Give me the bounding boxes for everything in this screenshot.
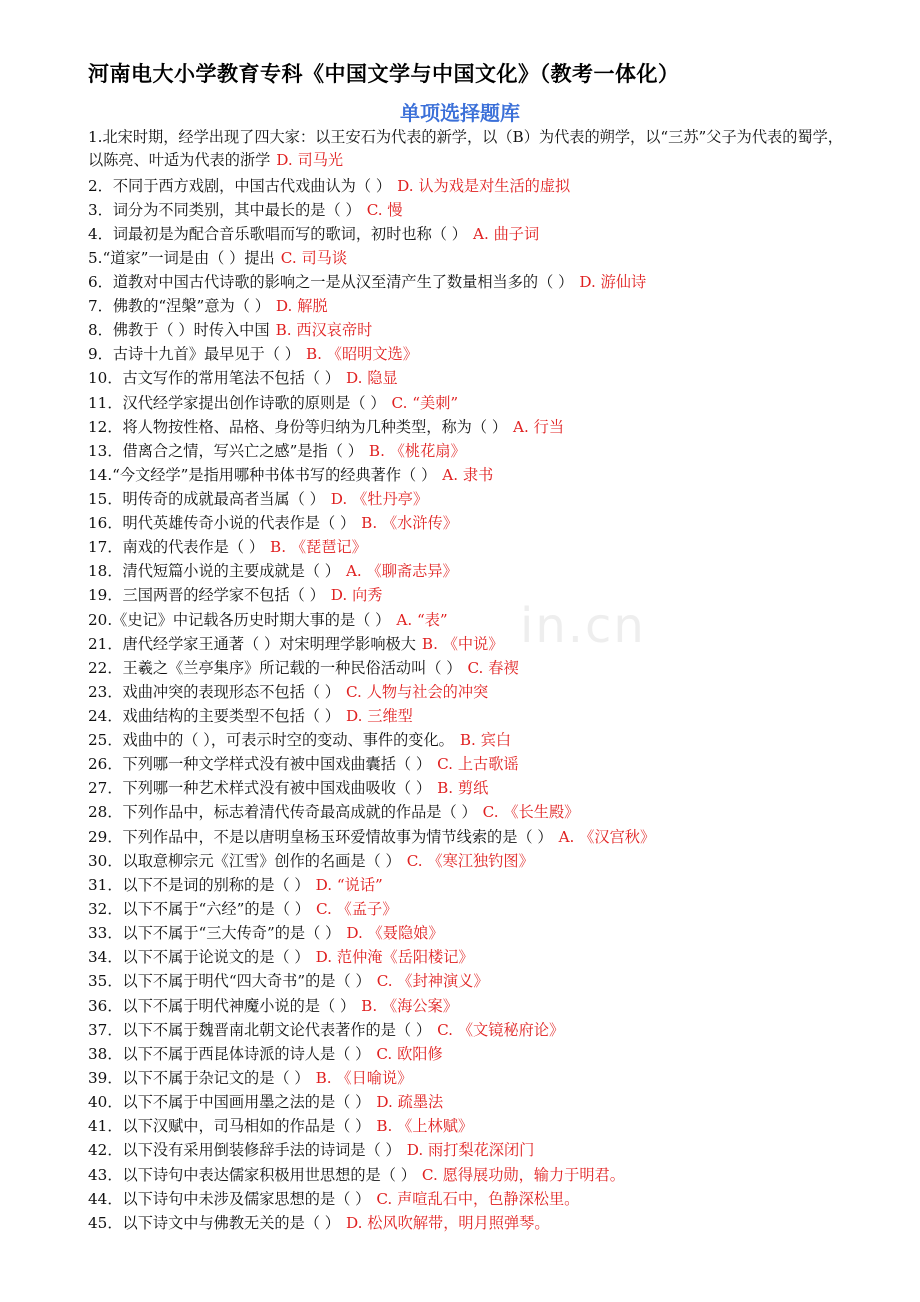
question-item: [88, 632, 848, 656]
question-item: [88, 752, 848, 776]
question-item: [88, 318, 848, 342]
question-text: 7．佛教的“涅槃”意为（ ）: [88, 297, 270, 315]
question-text: 33．以下不属于“三大传奇”的是（ ）: [88, 924, 341, 942]
question-text: 31．以下不是词的别称的是（ ）: [88, 876, 310, 894]
question-item: [88, 126, 848, 172]
answer-text: B. 《桃花扇》: [368, 442, 466, 460]
question-item: [88, 294, 848, 318]
question-item: [88, 559, 848, 583]
answer-text: D. 司马光: [276, 151, 344, 169]
question-item: [88, 1138, 848, 1162]
question-item: [88, 680, 848, 704]
answer-text: B. 《昭明文选》: [305, 345, 418, 363]
question-item: [88, 1211, 848, 1235]
question-text: 38．以下不属于西昆体诗派的诗人是（ ）: [88, 1045, 371, 1063]
question-text: 17．南戏的代表作是（ ）: [88, 538, 265, 556]
answer-text: D. 雨打梨花深闭门: [406, 1141, 535, 1159]
question-item: [88, 849, 848, 873]
question-text: 30．以取意柳宗元《江雪》创作的名画是（ ）: [88, 852, 401, 870]
answer-text: B. 《琵琶记》: [270, 538, 367, 556]
question-item: [88, 994, 848, 1018]
question-text: 24．戏曲结构的主要类型不包括（ ）: [88, 707, 340, 725]
answer-text: A. 隶书: [442, 466, 494, 484]
question-text: 43．以下诗句中表达儒家积极用世思想的是（ ）: [88, 1166, 416, 1184]
question-text: 34．以下不属于论说文的是（ ）: [88, 948, 310, 966]
answer-text: D. 疏墨法: [376, 1093, 444, 1111]
answer-text: C. 《文镜秘府论》: [437, 1021, 565, 1039]
question-text: 35．以下不属于明代“四大奇书”的是（ ）: [88, 972, 371, 990]
answer-text: C. 《寒江独钓图》: [406, 852, 534, 870]
question-item: [88, 1114, 848, 1138]
question-text: 36．以下不属于明代神魔小说的是（ ）: [88, 997, 356, 1015]
question-text: 20.《史记》中记载各历史时期大事的是（ ）: [88, 611, 391, 629]
question-item: [88, 825, 848, 849]
answer-text: D. 三维型: [345, 707, 413, 725]
answer-text: B. 宾白: [459, 731, 512, 749]
question-text: 6．道教对中国古代诗歌的影响之一是从汉至清产生了数量相当多的（ ）: [88, 273, 574, 291]
question-text: 42．以下没有采用倒装修辞手法的诗词是（ ）: [88, 1141, 401, 1159]
answer-text: B. 《日喻说》: [315, 1069, 413, 1087]
document-subtitle: 单项选择题库: [400, 101, 520, 125]
question-text: 22．王羲之《兰亭集序》所记载的一种民俗活动叫（ ）: [88, 659, 462, 677]
question-item: [88, 270, 848, 294]
question-item: [88, 487, 848, 511]
question-item: [88, 511, 848, 535]
answer-text: C. 人物与社会的冲突: [345, 683, 489, 701]
question-item: [88, 728, 848, 752]
question-item: [88, 463, 848, 487]
answer-text: D. 隐显: [345, 369, 398, 387]
answer-text: C. 《封神演义》: [376, 972, 489, 990]
question-item: [88, 366, 848, 390]
answer-text: C. 《孟子》: [315, 900, 398, 918]
answer-text: A. 《汉宫秋》: [558, 828, 656, 846]
question-item: [88, 704, 848, 728]
answer-text: B. 剪纸: [437, 779, 489, 797]
question-item: [88, 222, 848, 246]
answer-text: A. “表”: [396, 611, 448, 629]
question-item: [88, 969, 848, 993]
question-text: 44．以下诗句中未涉及儒家思想的是（ ）: [88, 1190, 371, 1208]
question-item: [88, 174, 848, 198]
question-text: 4．词最初是为配合音乐歌唱而写的歌词，初时也称（ ）: [88, 225, 467, 243]
answer-text: C. 春禊: [467, 659, 519, 677]
answer-text: C. 慢: [366, 201, 403, 219]
question-text: 29．下列作品中，不是以唐明皇杨玉环爱情故事为情节线索的是（ ）: [88, 828, 553, 846]
question-text: 41．以下汉赋中，司马相如的作品是（ ）: [88, 1117, 371, 1135]
question-item: [88, 1187, 848, 1211]
question-text: 32．以下不属于“六经”的是（ ）: [88, 900, 310, 918]
answer-text: C. 愿得展功勋，输力于明君。: [421, 1166, 625, 1184]
answer-text: B. 《海公案》: [361, 997, 458, 1015]
question-text: 45．以下诗文中与佛教无关的是（ ）: [88, 1214, 340, 1232]
answer-text: D. 范仲淹《岳阳楼记》: [315, 948, 474, 966]
answer-text: C. 司马谈: [280, 249, 348, 267]
answer-text: B. 《上林赋》: [376, 1117, 474, 1135]
question-item: [88, 439, 848, 463]
question-item: [88, 656, 848, 680]
question-text: 26．下列哪一种文学样式没有被中国戏曲囊括（ ）: [88, 755, 432, 773]
answer-text: C. “美刺”: [391, 394, 459, 412]
answer-text: D. 认为戏是对生活的虚拟: [397, 177, 571, 195]
question-text: 25．戏曲中的（ ），可表示时空的变动、事件的变化。: [88, 731, 454, 749]
question-item: [88, 945, 848, 969]
answer-text: A. 行当: [513, 418, 565, 436]
question-text: 13．借离合之情，写兴亡之感”是指（ ）: [88, 442, 363, 460]
question-text: 28．下列作品中，标志着清代传奇最高成就的作品是（ ）: [88, 803, 477, 821]
question-text: 21．唐代经学家王通著（ ）对宋明理学影响极大: [88, 635, 416, 653]
question-text: 15．明传奇的成就最高者当属（ ）: [88, 490, 325, 508]
question-item: [88, 583, 848, 607]
question-text: 10．古文写作的常用笔法不包括（ ）: [88, 369, 340, 387]
question-item: [88, 921, 848, 945]
question-item: [88, 1018, 848, 1042]
answer-text: D. 向秀: [330, 586, 383, 604]
answer-text: C. 欧阳修: [376, 1045, 443, 1063]
answer-text: B. 西汉哀帝时: [275, 321, 373, 339]
answer-text: C. 声喧乱石中，色静深松里。: [376, 1190, 580, 1208]
question-item: [88, 198, 848, 222]
question-text: 8．佛教于（ ）时传入中国: [88, 321, 270, 339]
question-item: [88, 415, 848, 439]
question-item: [88, 800, 848, 824]
question-text: 37．以下不属于魏晋南北朝文论代表著作的是（ ）: [88, 1021, 432, 1039]
question-item: [88, 342, 848, 366]
answer-text: D. “说话”: [315, 876, 383, 894]
question-item: [88, 1066, 848, 1090]
question-text: 5.“道家”一词是由（ ）提出: [88, 249, 275, 267]
question-item: [88, 391, 848, 415]
question-item: [88, 535, 848, 559]
question-text: 16．明代英雄传奇小说的代表作是（ ）: [88, 514, 356, 532]
question-item: [88, 608, 848, 632]
answer-text: B. 《中说》: [421, 635, 504, 653]
answer-text: D. 松风吹解带，明月照弹琴。: [345, 1214, 550, 1232]
answer-text: C. 上古歌谣: [437, 755, 519, 773]
question-item: [88, 1163, 848, 1187]
answer-text: D. 《聂隐娘》: [346, 924, 444, 942]
answer-text: D. 《牡丹亭》: [330, 490, 429, 508]
answer-text: A. 曲子词: [473, 225, 540, 243]
question-item: [88, 873, 848, 897]
question-text: 12．将人物按性格、品格、身份等归纳为几种类型，称为（ ）: [88, 418, 508, 436]
question-text: 18．清代短篇小说的主要成就是（ ）: [88, 562, 340, 580]
question-text: 27．下列哪一种艺术样式没有被中国戏曲吸收（ ）: [88, 779, 432, 797]
question-item: [88, 1042, 848, 1066]
question-item: [88, 897, 848, 921]
answer-text: D. 解脱: [275, 297, 328, 315]
watermark: in.cn: [520, 598, 646, 654]
answer-text: B. 《水浒传》: [361, 514, 458, 532]
answer-text: D. 游仙诗: [579, 273, 647, 291]
document-title: 河南电大小学教育专科《中国文学与中国文化》（教考一体化）: [88, 62, 680, 86]
question-item: [88, 1090, 848, 1114]
question-item: [88, 776, 848, 800]
question-text: 1.北宋时期，经学出现了四大家：以王安石为代表的新学，以（B）为代表的朔学，以“三苏”父子为代表的蜀学，以陈亮、叶适为代表的浙学: [88, 128, 843, 169]
question-text: 23．戏曲冲突的表现形态不包括（ ）: [88, 683, 340, 701]
question-text: 9．古诗十九首》最早见于（ ）: [88, 345, 300, 363]
question-text: 3．词分为不同类别，其中最长的是（ ）: [88, 201, 361, 219]
question-item: [88, 246, 848, 270]
answer-text: A. 《聊斋志异》: [345, 562, 458, 580]
question-text: 2．不同于西方戏剧，中国古代戏曲认为（ ）: [88, 177, 392, 195]
answer-text: C. 《长生殿》: [482, 803, 580, 821]
question-text: 14.“今文经学”是指用哪种书体书写的经典著作（ ）: [88, 466, 437, 484]
question-text: 11．汉代经学家提出创作诗歌的原则是（ ）: [88, 394, 386, 412]
question-text: 19．三国两晋的经学家不包括（ ）: [88, 586, 325, 604]
question-text: 40．以下不属于中国画用墨之法的是（ ）: [88, 1093, 371, 1111]
question-text: 39．以下不属于杂记文的是（ ）: [88, 1069, 310, 1087]
